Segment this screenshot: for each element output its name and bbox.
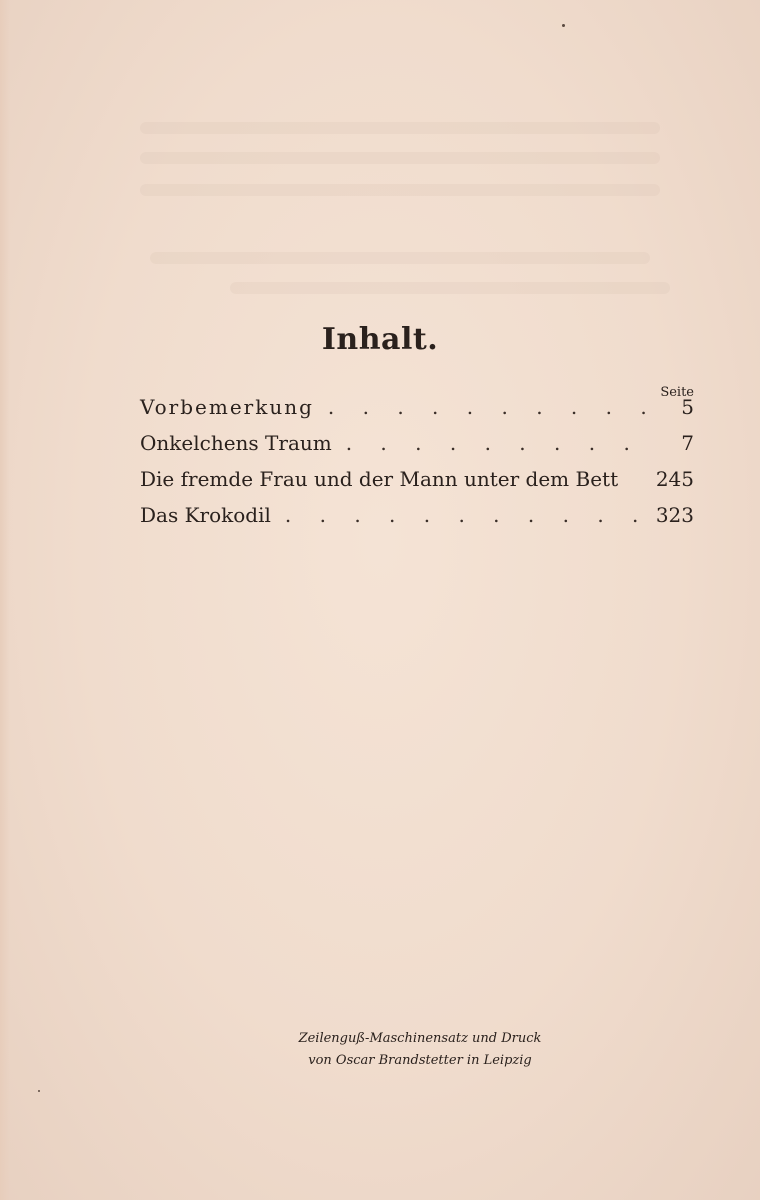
table-of-contents: [140, 395, 694, 539]
toc-entry-page: 245: [655, 467, 694, 491]
paper-speck: [562, 24, 565, 27]
show-through-line: [140, 184, 660, 196]
imprint-line: von Oscar Brandstetter in Leipzig: [308, 1053, 532, 1068]
dot-leader: [346, 431, 648, 455]
toc-entry: [140, 431, 694, 467]
toc-entry-page: 7: [681, 431, 694, 455]
toc-entry: [140, 467, 694, 503]
show-through-line: [150, 252, 650, 264]
dot-leader: [328, 395, 648, 419]
toc-entry-page: 5: [681, 395, 694, 419]
dot-leader: [285, 503, 644, 527]
page-edge-shadow: [0, 0, 10, 1200]
printer-imprint: [260, 1028, 580, 1072]
toc-entry-title: Onkelchens Traum: [140, 431, 332, 455]
toc-entry-page: 323: [655, 503, 694, 527]
toc-entry-title: Das Krokodil: [140, 503, 271, 527]
imprint-line: Zeilenguß-Maschinensatz und Druck: [298, 1031, 542, 1046]
toc-entry-title: Die fremde Frau und der Mann unter dem Bett: [140, 467, 619, 491]
show-through-line: [140, 122, 660, 134]
page-title: Inhalt.: [321, 322, 439, 357]
show-through-line: [140, 152, 660, 164]
show-through-line: [230, 282, 670, 294]
toc-entry-title: Vorbemerkung: [140, 395, 314, 419]
page-column-label: Seite: [660, 385, 694, 400]
paper-speck: [38, 1090, 40, 1092]
toc-entry: [140, 503, 694, 539]
toc-entry: [140, 395, 694, 431]
